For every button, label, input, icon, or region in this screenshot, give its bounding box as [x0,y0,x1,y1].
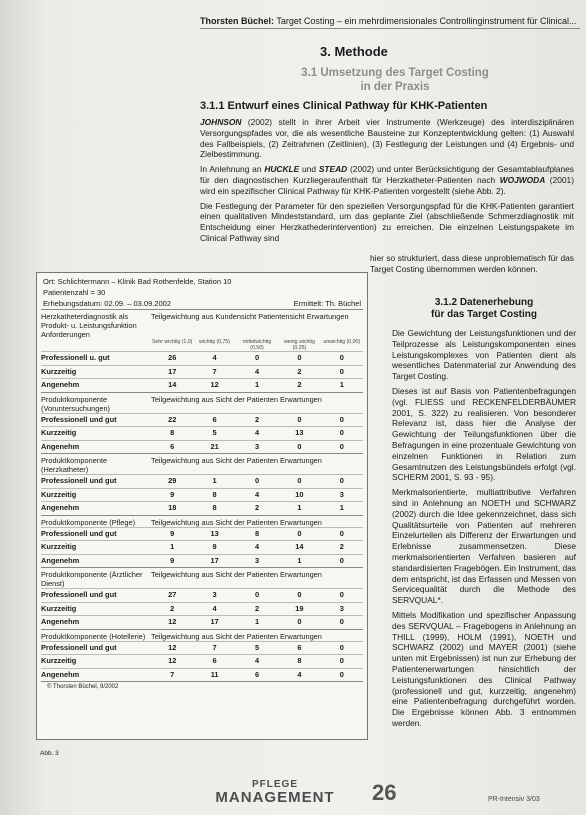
group-left-label: Produktkomponente (Voruntersuchungen) [41,394,111,413]
table-row [41,351,363,365]
scale-label: unwichtig (0,00) [323,339,361,345]
table-cell: 8 [170,428,175,437]
row-label: Angenehm [41,380,80,389]
table-cell: 6 [170,441,175,451]
paragraph-huckle [200,164,574,196]
row-label: Angenehm [41,555,80,565]
table-cell: 4 [212,603,217,613]
group-right-label: Teilgewichtung aus Sicht der Patienten Erwartungen [151,631,322,641]
table-cell: 1 [297,503,302,512]
table-cell: 2 [254,414,260,424]
table-cell: 1 [339,503,344,512]
table-cell: 0 [339,656,344,665]
table-row [41,488,363,502]
group-right-label: Teilgewichtung aus Sicht der Patienten Erwartungen [151,456,322,465]
table-row [41,440,363,454]
scale-label: wenig wichtig (0,25) [283,339,315,351]
table-cell: 0 [339,617,344,626]
table-cell: 0 [339,441,344,451]
table-cell: 6 [212,414,217,424]
row-label: Kurzzeitig [41,603,77,613]
upper-text [200,117,574,248]
row-label: Angenehm [41,669,80,679]
table-cell: 12 [168,617,177,626]
paragraph-text: (2002) stellt in ihrer Arbeit vier Instrumente (Werkzeuge) des interdisziplinären Versorgungspfades vor, die als wesentliche Bausteine zur Konzeptentwicklung gelten: (1) Auswahl des Fallbeispiels, (2) Zeitrahmen (Zeitlinien), (3) Festlegung der Leistungen und (4) Ergebnis- und Zielbestimmung. [200,117,574,160]
table-cell: 3 [212,590,217,599]
table-group [41,629,363,682]
group-right-label: Teilgewichtung aus Sicht der Patienten Erwartungen [151,394,322,404]
rating-scale [41,339,363,351]
table-cell: 9 [170,489,175,499]
table-cell: 0 [339,476,344,485]
group-header [41,516,363,527]
table-cell: 9 [170,528,175,538]
table-row [41,378,363,392]
table-row [41,527,363,541]
table-cell: 3 [254,555,260,565]
row-label: Angenehm [41,503,80,512]
table-org: Ort: Schlichtermann – Klinik Bad Rothenfelde, Station 10 [43,277,232,286]
table-cell: 0 [339,353,344,362]
paragraph-merkmal: Merkmalsorientierte, multiattributive Verfahren sind in Anlehnung an NOETH und SCHWARZ (2002) durch die Idee gekennzeichnet, dass sich Qualitätsurteile von Patienten auf mehreren Einzelurteilen als Differenz der Erwartungen und Erlebnisse zusammensetzen. Diese merkmalsorientierten Verfahren basieren auf standardisierten Fragebögen. Ein Instrument, das dem entspricht, ist das Erfassen und Messen von Servicequalität durch die Methode des SERVQUAL*. [392,487,576,606]
table-cell: 4 [297,669,302,679]
table-cell: 17 [210,555,219,565]
table-row [41,501,363,515]
table-cell: 0 [339,669,344,679]
table-row [41,641,363,655]
table-cell: 0 [339,555,344,565]
table-cell: 2 [297,366,302,376]
table-row [41,426,363,440]
table-cell: 7 [212,642,217,652]
table-patients: Patientenzahl = 30 [43,288,106,297]
table-cell: 9 [212,542,217,551]
table-group [41,309,363,392]
table-cell: 1 [170,542,175,551]
table-cell: 18 [168,503,177,512]
survey-table [36,272,368,740]
table-cell: 0 [297,590,302,599]
author-ref: JOHNSON [200,117,242,127]
paragraph-text: In Anlehnung an [200,164,265,175]
upper-text-narrow [370,253,574,279]
group-header [41,568,363,588]
author-ref: WOJWODA [499,174,546,185]
table-cell: 9 [170,555,175,565]
table-cell: 0 [254,476,260,485]
table-cell: 5 [212,428,217,437]
row-label: Professionell und gut [41,528,117,538]
table-collected-by: Ermittelt: Th. Büchel [293,299,361,308]
group-header [41,393,363,413]
scale-label: mittelwichtig (0,50) [242,339,272,351]
table-cell: 0 [254,590,260,599]
row-label: Professionell und gut [41,590,117,599]
table-footnote: © Thorsten Büchel, 9/2002 [41,681,363,692]
table-cell: 12 [168,656,177,665]
table-cell: 0 [297,353,302,362]
table-cell: 0 [339,642,344,652]
table-meta-row [43,298,361,309]
table-cell: 19 [295,603,304,613]
group-right-label: Teilgewichtung aus Kundensicht Patientensicht Erwartungen [151,312,349,321]
table-cell: 22 [168,414,177,424]
table-cell: 7 [212,366,217,376]
table-cell: 7 [170,669,175,679]
group-header [41,454,363,474]
table-cell: 6 [297,642,302,652]
right-column-text [392,328,576,733]
table-cell: 0 [339,528,344,538]
table-cell: 14 [295,542,304,551]
table-cell: 2 [339,542,344,551]
group-right-label: Teilgewichtung aus Sicht der Patienten Erwartungen [151,517,322,527]
table-cell: 4 [254,428,260,437]
author-ref: HUCKLE [264,164,300,175]
paragraph-gewichtung: Die Gewichtung der Leistungsfunktionen und der Teilprozesse als Leistungskomponenten eines Leistungskomplexes von Patienten dient als wesentliches Datenmaterial zur Anwendung des Target Costing. [392,328,576,382]
section-title: 3. Methode [320,44,388,59]
header-title: Target Costing – ein mehrdimensionales Controllinginstrument für Clinical... [276,16,577,26]
table-cell: 10 [295,489,304,499]
data-collection-title-line2: für das Target Costing [431,309,537,320]
table-cell: 0 [297,441,302,451]
table-cell: 0 [339,366,344,376]
data-collection-title-line1: 3.1.2 Datenerhebung [434,297,534,308]
row-label: Kurzzeitig [41,489,77,499]
table-cell: 13 [295,428,304,437]
data-collection-title [392,297,576,321]
table-cell: 17 [210,617,219,626]
table-cell: 1 [254,617,260,626]
table-row [41,365,363,379]
table-cell: 1 [254,380,260,389]
group-left-label: Produktkomponente (Herzkatheter) [41,456,108,474]
row-label: Professionell und gut [41,414,117,424]
logo-line2: MANAGEMENT [215,789,335,806]
table-cell: 26 [168,353,177,362]
table-group [41,567,363,629]
table-cell: 29 [168,476,177,485]
row-label: Professionell und gut [41,642,117,652]
table-row [41,654,363,668]
paragraph-text: und [299,164,319,175]
table-cell: 1 [212,476,217,485]
table-cell: 14 [168,380,177,389]
row-label: Kurzzeitig [41,542,77,551]
table-cell: 0 [339,428,344,437]
author-ref: STEAD [318,164,348,175]
group-header [41,310,363,339]
table-cell: 4 [212,353,217,362]
table-cell: 8 [254,528,260,538]
table-cell: 2 [254,603,260,613]
table-cell: 3 [254,441,260,451]
table-cell: 4 [254,366,260,376]
table-cell: 1 [339,380,344,389]
table-cell: 0 [254,353,260,362]
group-header [41,630,363,641]
running-header [200,16,580,29]
row-label: Professionell u. gut [41,353,110,362]
table-group [41,453,363,515]
table-cell: 2 [297,380,302,389]
journal-logo [200,778,350,804]
row-label: Angenehm [41,441,80,451]
subsection-title [250,66,540,94]
subsection-title-line2: in der Praxis [360,81,430,93]
table-row [41,615,363,629]
subsubsection-title: 3.1.1 Entwurf eines Clinical Pathway für KHK-Patienten [200,100,488,112]
row-label: Angenehm [41,617,80,626]
table-row [41,474,363,488]
scale-label: Sehr wichtig (1,0) [152,339,193,345]
table-group [41,515,363,568]
table-cell: 5 [254,642,260,652]
table-cell: 4 [254,656,260,665]
paragraph-festlegung-cont: hier so strukturiert, dass diese unproblematisch für das Target Costing übernommen werden können. [370,253,574,274]
table-cell: 27 [168,590,177,599]
figure-caption: Abb. 3 [40,750,59,757]
logo-line1: PFLEGE [251,779,298,790]
paragraph-text: (2001) wird ein spezifischer Clinical Pathway für KHK-Patienten vorgestellt (siehe Abb. 2). [200,174,574,196]
table-cell: 17 [168,366,177,376]
table-cell: 8 [212,503,217,512]
table-row [41,588,363,602]
table-header [37,273,367,309]
scale-label: wichtig (0,75) [199,339,231,345]
subsection-title-line1: 3.1 Umsetzung des Target Costing [301,67,489,79]
table-cell: 1 [297,555,302,565]
paragraph-befragung: Dieses ist auf Basis von Patientenbefragungen (vgl. FLIESS und RECKENFELDERBÄUMER 2001, S. 322) zu realisieren. Von besonderer Relevanz ist, dass hier die Analyse der Gewichtung der Teilungsfunktionen über die Befragungen in eine prozentuale Gewichtung von einzelnen Funktionen in Relation zum Gesamtnutzen des Leistungsbündels erfolgt (vgl. SCHERM 2001, S. 93 - 95). [392,385,576,483]
table-cell: 8 [212,489,217,499]
row-label: Kurzzeitig [41,428,77,437]
paragraph-text: (2002) und unter Berücksichtigung der Gesamtablaufplanes für den diagnostischen Kurzliegeraufenthalt für Herzkatheter-Patienten nach [200,164,574,185]
row-label: Professionell und gut [41,476,117,485]
paragraph-johnson [200,117,574,160]
table-cell: 2 [170,603,175,613]
table-cell: 6 [212,656,217,665]
table-cell: 13 [210,528,219,538]
issue-label: PR-Intensiv 3/03 [488,796,540,803]
table-group [41,392,363,454]
group-right-label: Teilgewichtung aus Sicht der Patienten Erwartungen [151,570,322,579]
table-row [41,602,363,616]
table-cell: 4 [254,489,260,499]
group-left-label: Herzkatheterdiagnostik als Produkt- u. Leistungsfunktion Anforderungen [41,312,137,339]
group-left-label: Produktkomponente (Pflege) [41,517,136,527]
table-cell: 12 [168,642,177,652]
group-left-label: Produktkomponente (Ärztlicher Dienst) [41,570,143,588]
table-cell: 2 [254,503,260,512]
group-left-label: Produktkomponente (Hotellerie) [41,631,146,641]
table-groups [37,309,367,681]
table-cell: 12 [210,380,219,389]
table-cell: 0 [297,414,302,424]
paragraph-servqual: Mittels Modifikation und spezifischer Anpassung des SERVQUAL – Fragebogens in Anlehnung an THILL (1999), HOLM (1991), NOETH und SCHWARZ (2002) und MAYER (2001) (siehe unten mit Ergebnissen) ist nun zur Erhebung der Patientenerwartungen hinsichtlich der Leistungsfunktionen des Clinical Pathway (professionell und gut, kurzzeitig, angenehm) eine Patientenbefragung durchgeführt worden. Die Ergebnisse können Abb. 3 entnommen werden. [392,609,576,728]
row-label: Kurzzeitig [41,366,77,376]
page-number: 26 [372,780,397,805]
row-label: Kurzzeitig [41,656,77,665]
table-row [41,668,363,682]
table-cell: 4 [254,542,260,551]
table-cell: 0 [339,590,344,599]
table-period: Erhebungsdatum: 02.09. – 03.09.2002 [43,299,172,308]
table-cell: 3 [339,489,344,499]
paragraph-festlegung: Die Festlegung der Parameter für den speziellen Versorgungspfad für die KHK-Patienten garantiert einen qualitativen Mindeststandard, um das geplante Ziel (abschließende Schmerzdiagnostik mit Entscheidung einer Herzkathederintervention) zu erreichen. Die einzelnen Leistungspakete im Clinical Pathway sind [200,200,574,243]
table-cell: 0 [297,476,302,485]
table-cell: 11 [210,669,219,679]
table-row [41,540,363,554]
table-row [41,413,363,427]
table-cell: 0 [297,617,302,626]
table-row [41,554,363,568]
table-cell: 0 [297,528,302,538]
header-author: Thorsten Büchel: [200,16,275,26]
table-cell: 8 [297,656,302,665]
table-cell: 3 [339,603,344,613]
table-cell: 6 [254,669,260,679]
table-cell: 21 [210,441,219,451]
table-cell: 0 [339,414,344,424]
